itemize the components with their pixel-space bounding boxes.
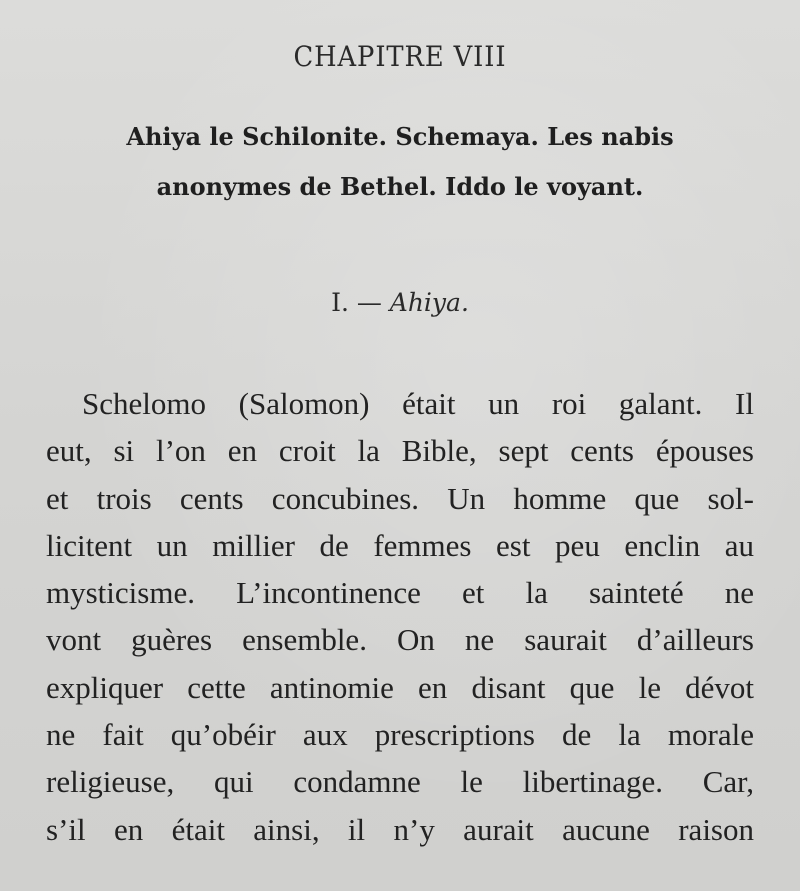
- text-line: s’il en était ainsi, il n’y aurait aucune raison: [46, 811, 754, 847]
- chapter-summary-line: anonymes de Bethel. Iddo le voyant.: [156, 172, 644, 201]
- chapter-summary: [40, 112, 760, 212]
- body-paragraph: [46, 380, 754, 853]
- text-line: eut, si l’on en croit la Bible, sept cents épouses: [46, 433, 754, 469]
- text-line: religieuse, qui condamne le libertinage. Car,: [46, 764, 754, 800]
- chapter-title: CHAPITRE VIII: [293, 40, 507, 73]
- text-line: ne fait qu’obéir aux prescriptions de la morale: [46, 717, 754, 753]
- section-number: I. —: [331, 288, 390, 317]
- text-line: vont guères ensemble. On ne saurait d’ailleurs: [46, 622, 754, 658]
- section-heading: [0, 288, 800, 317]
- text-line: mysticisme. L’incontinence et la sainteté ne: [46, 575, 754, 611]
- text-line: licitent un millier de femmes est peu enclin au: [46, 527, 754, 563]
- chapter-summary-line: Ahiya le Schilonite. Schemaya. Les nabis: [126, 122, 674, 151]
- text-line: expliquer cette antinomie en disant que le dévot: [46, 669, 754, 705]
- section-name: Ahiya.: [389, 288, 469, 317]
- text-line: Schelomo (Salomon) était un roi galant. Il: [82, 386, 754, 421]
- text-line: et trois cents concubines. Un homme que sol-: [46, 480, 754, 516]
